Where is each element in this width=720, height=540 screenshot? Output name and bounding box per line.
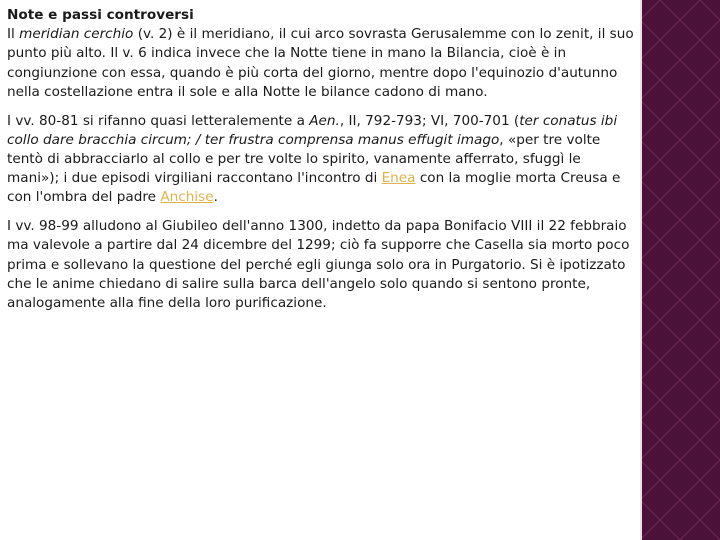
text-span: I vv. 98-99 alludono al Giubileo dell'anno 1300, indetto da papa Bonifacio VIII il 22 febbraio ma valevole a partire dal 24 dicembre del 1299; ciò fa supporre che Casella sia morto poco prima e sollevano la questione del perché egli giunga solo ora in Purgatorio. Si è ipotizzato che le anime chiedano di salire sulla barca dell'angelo solo quando si sentono pronte, analogamente alla fine della loro purificazione. <box>7 218 630 312</box>
text-span: Il <box>7 26 20 43</box>
italic-span: meridian cerchio <box>19 26 134 43</box>
text-span: (v. 2) è il meridiano, il cui arco sovrasta Gerusalemme con lo zenit, il suo punto più alto. Il v. 6 indica invece che la Notte tiene in mano la Bilancia, cioè è in congiunzione con essa, quando è più corta del giorno, mentre dopo l'equinozio d'autunno nella costellazione entra il sole e alla Notte le bilance cadono di mano. <box>7 26 634 100</box>
link-anchise[interactable]: Anchise <box>160 189 214 206</box>
text-span: , II, 792-793; VI, 700-701 ( <box>339 112 520 129</box>
text-span: , «per tre volte tentò di abbracciarlo al collo e per tre volte lo spirito, vanamente afferrato, sfuggì le mani»); i due episodi virgiliani raccontano l'incontro di <box>7 131 601 187</box>
paragraph-meridian <box>7 25 637 102</box>
text-span: I vv. 80-81 si rifanno quasi letteralemente a <box>7 112 310 129</box>
diamond-pattern <box>640 0 720 540</box>
text-span: con la moglie morta Creusa e con l'ombra del padre <box>7 170 621 206</box>
text-span: . <box>213 189 218 206</box>
italic-span: Aen. <box>309 112 340 129</box>
note-content <box>7 6 637 323</box>
note-title: Note e passi controversi <box>7 7 194 23</box>
paragraph-jubilee <box>7 217 637 313</box>
paragraph-aeneid <box>7 112 637 208</box>
link-enea[interactable]: Enea <box>381 170 416 187</box>
italic-span: ter conatus ibi collo dare bracchia circum; / ter frustra comprensa manus effugit imago <box>7 112 618 148</box>
decorative-sidebar <box>640 0 720 540</box>
